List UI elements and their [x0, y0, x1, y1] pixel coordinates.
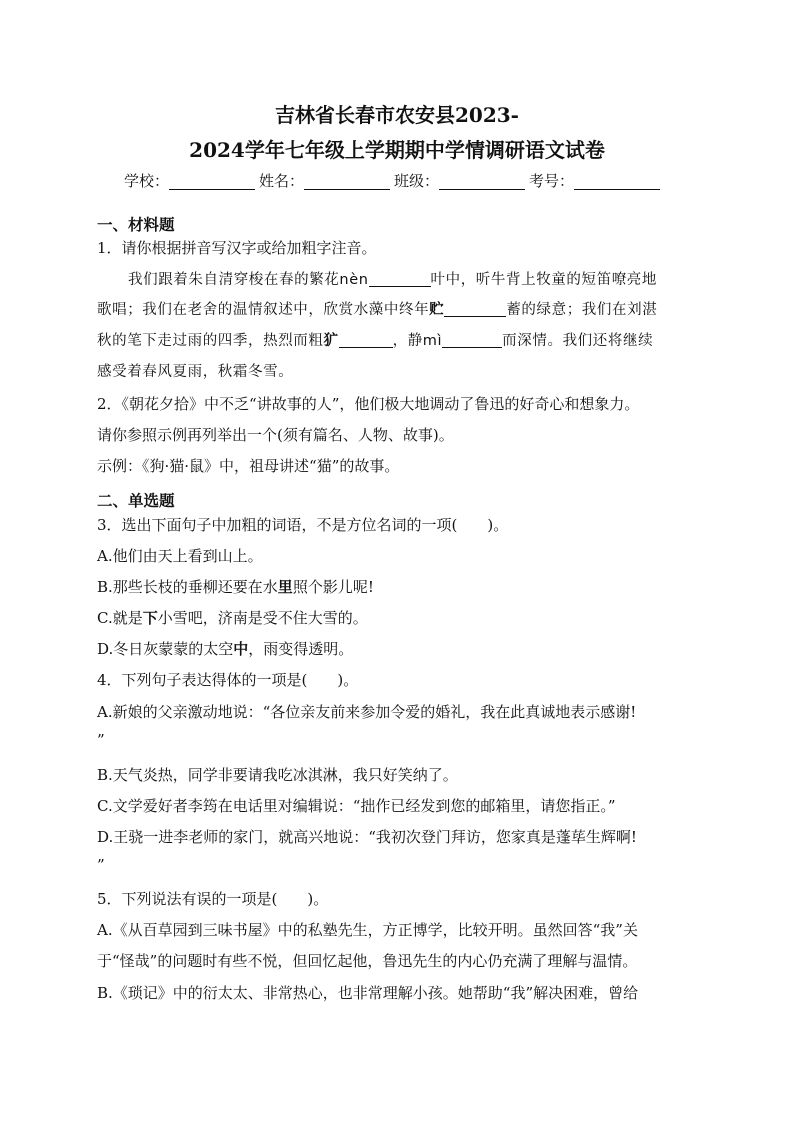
q4-option-c[interactable]: C.文学爱好者李筠在电话里对编辑说：“拙作已经发到您的邮箱里，请您指正。” [97, 797, 616, 815]
section-heading-materials: 一、材料题 [97, 215, 175, 234]
q4-option-a[interactable]: A.新娘的父亲激动地说：“各位亲友前来参加令爱的婚礼，我在此真诚地表示感谢! [97, 703, 637, 721]
exam-title-line1: 吉林省长春市农安县2023- [275, 103, 519, 127]
class-label: 班级： [394, 172, 440, 190]
question-2-stem-line2: 请你参照示例再列举出一个(须有篇名、人物、故事)。 [97, 426, 454, 444]
question-5-stem: 5．下列说法有误的一项是( )。 [97, 890, 329, 908]
question-4-stem: 4．下列句子表达得体的一项是( )。 [97, 671, 359, 689]
q4-option-a-cont: ” [97, 731, 105, 749]
q4-option-d[interactable]: D.王骁一进李老师的家门，就高兴地说：“我初次登门拜访，您家真是蓬荜生辉啊! [97, 828, 637, 846]
exam-title-line2: 2024学年七年级上学期期中学情调研语文试卷 [189, 138, 605, 162]
section-heading-single-choice: 二、单选题 [97, 491, 175, 510]
q4-option-d-cont: ” [97, 856, 105, 874]
q1-passage-line2: 歌唱；我们在老舍的温情叙述中，欣赏水藻中终年贮 蓄的绿意；我们在刘湛 [97, 302, 658, 318]
q3-option-c[interactable]: C.就是下小雪吧，济南是受不住大雪的。 [97, 609, 368, 627]
q1-passage-line3: 秋的笔下走过雨的四季，热烈而粗犷 ，静mì 而深情。我们还将继续 [97, 333, 654, 349]
question-3-stem: 3．选出下面句子中加粗的词语，不是方位名词的一项( )。 [97, 516, 509, 534]
student-info-row [124, 170, 664, 192]
q1-blank-guang[interactable] [339, 332, 393, 348]
q1-blank-zhu[interactable] [444, 301, 506, 317]
question-2-stem-line1: 2．《朝花夕拾》中不乏“讲故事的人”，他们极大地调动了鲁迅的好奇心和想象力。 [97, 395, 640, 413]
q1-passage-line4: 感受着春风夏雨，秋霜冬雪。 [97, 364, 294, 380]
q5-option-a[interactable]: A.《从百草园到三味书屋》中的私塾先生，方正博学，比较开明。虽然回答“我”关 [97, 921, 638, 939]
q1-blank-mi[interactable] [442, 332, 502, 348]
exam-no-label: 考号： [529, 172, 575, 190]
q3-option-d[interactable]: D.冬日灰蒙蒙的太空中，雨变得透明。 [97, 640, 354, 658]
class-blank[interactable] [439, 173, 525, 190]
q3-option-a[interactable]: A.他们由天上看到山上。 [97, 547, 263, 565]
q1-passage-line1: 我们跟着朱自清穿梭在春的繁花nèn 叶中，听牛背上牧童的短笛嘹亮地 [128, 272, 657, 288]
school-blank[interactable] [169, 173, 255, 190]
name-label: 姓名： [259, 172, 305, 190]
question-2-example: 示例：《狗·猫·鼠》中，祖母讲述“猫”的故事。 [97, 457, 400, 475]
exam-no-blank[interactable] [574, 173, 660, 190]
name-blank[interactable] [304, 173, 390, 190]
q5-option-b[interactable]: B.《琐记》中的衍太太、非常热心，也非常理解小孩。她帮助“我”解决困难，曾给 [97, 984, 639, 1002]
question-1-stem: 1．请你根据拼音写汉字或给加粗字注音。 [97, 239, 377, 257]
q5-option-a-cont: 于“怪哉”的问题时有些不悦，但回忆起他，鲁迅先生的内心仍充满了理解与温情。 [97, 952, 638, 970]
q1-blank-nen[interactable] [369, 271, 431, 287]
school-label: 学校： [124, 172, 170, 190]
q4-option-b[interactable]: B.天气炎热，同学非要请我吃冰淇淋，我只好笑纳了。 [97, 766, 458, 784]
q3-option-b[interactable]: B.那些长枝的垂柳还要在水里照个影儿呢! [97, 578, 374, 596]
